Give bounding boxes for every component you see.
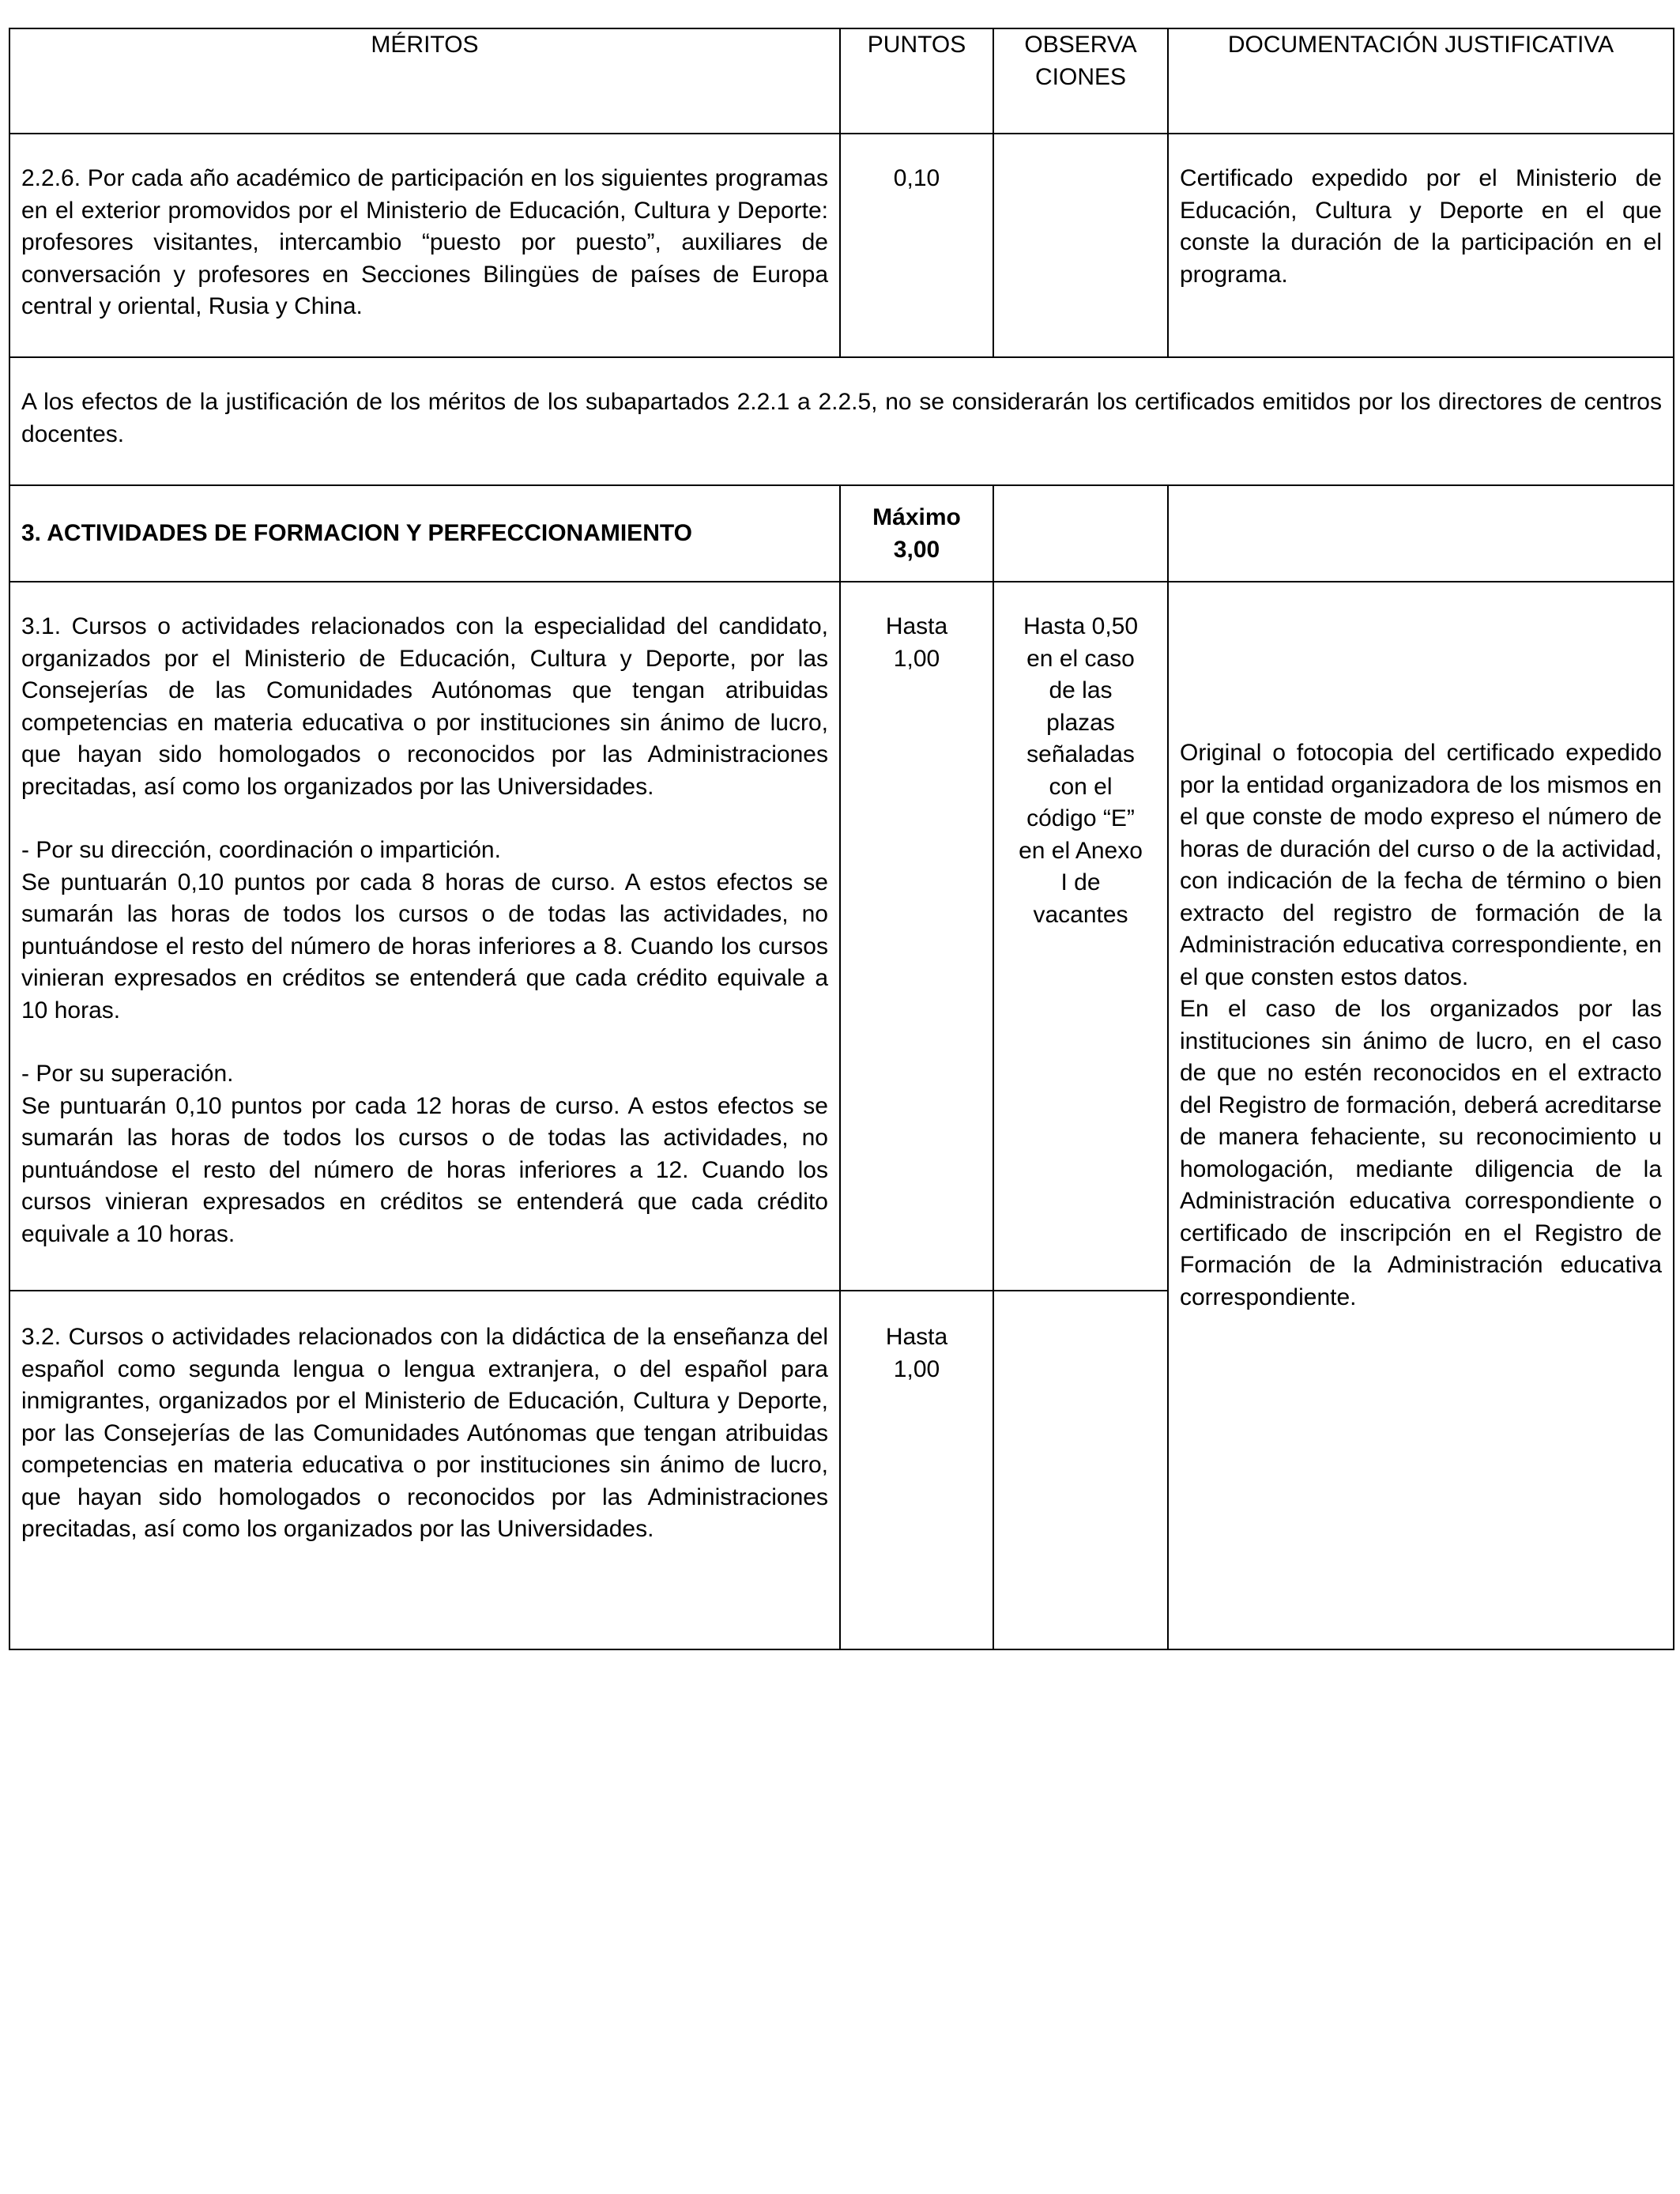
header-documentacion: DOCUMENTACIÓN JUSTIFICATIVA <box>1168 28 1674 134</box>
documentacion-3-p2: En el caso de los organizados por las instituciones sin ánimo de lucro, en el caso de que no estén reconocidos en el extracto del Registro de formación, deberá acreditarse de manera fehaciente, su reconocimiento u homologación, mediante diligencia de la Administración educativa correspondiente o certificado de inscripción en el Registro de Formación de la Administración educativa correspondiente. <box>1180 996 1662 1310</box>
section-3-puntos: Máximo 3,00 <box>840 485 993 582</box>
merit-3-1-intro: 3.1. Cursos o actividades relacionados con la especialidad del candidato, organizados por el Ministerio de Educación, Cultura y Deporte, por las Consejerías de las Comunidades Autónomas que tengan atribuidas competencias en materia educativa o por instituciones sin ánimo de lucro, que hayan sido homologados o reconocidos por las Administraciones precitadas, así como los organizados por las Universidades. <box>21 613 828 800</box>
merit-3-1-direccion-title: - Por su dirección, coordinación o impartición. <box>21 837 501 863</box>
section-3-title: 3. ACTIVIDADES DE FORMACION Y PERFECCIONAMIENTO <box>9 485 840 582</box>
observaciones-3-2 <box>993 1291 1168 1649</box>
header-row <box>9 28 1674 134</box>
merit-3-1 <box>9 582 840 1291</box>
observaciones-3-1: Hasta 0,50 en el caso de las plazas señaladas con el código “E” en el Anexo I de vacantes <box>993 582 1168 1291</box>
note-text: A los efectos de la justificación de los méritos de los subapartados 2.2.1 a 2.2.5, no se considerarán los certificados emitidos por los directores de centros docentes. <box>9 357 1674 485</box>
puntos-3-2: Hasta 1,00 <box>840 1291 993 1649</box>
section-3-documentacion <box>1168 485 1674 582</box>
documentacion-3-p1: Original o fotocopia del certificado expedido por la entidad organizadora de los mismos en el que conste de modo expreso el número de horas de duración del curso o de la actividad, con indicación de la fecha de término o bien extracto del registro de formación de la Administración educativa correspondiente, en el que consten estos datos. <box>1180 740 1662 990</box>
merit-2-2-6: 2.2.6. Por cada año académico de participación en los siguientes programas en el exterior promovidos por el Ministerio de Educación, Cultura y Deporte: profesores visitantes, intercambio “puesto por puesto”, auxiliares de conversación y profesores en Secciones Bilingües de países de Europa central y oriental, Rusia y China. <box>9 134 840 357</box>
puntos-2-2-6: 0,10 <box>840 134 993 357</box>
header-puntos: PUNTOS <box>840 28 993 134</box>
documentacion-3 <box>1168 582 1674 1649</box>
section-3-row <box>9 485 1674 582</box>
observaciones-2-2-6 <box>993 134 1168 357</box>
merits-table <box>9 28 1674 1650</box>
header-observaciones: OBSERVA CIONES <box>993 28 1168 134</box>
header-meritos: MÉRITOS <box>9 28 840 134</box>
note-row <box>9 357 1674 485</box>
table-row <box>9 134 1674 357</box>
merit-3-1-superacion-title: - Por su superación. <box>21 1061 234 1087</box>
merit-3-2: 3.2. Cursos o actividades relacionados con la didáctica de la enseñanza del español como segunda lengua o lengua extranjera, o del español para inmigrantes, organizados por el Ministerio de Educación, Cultura y Deporte, por las Consejerías de las Comunidades Autónomas que tengan atribuidas competencias en materia educativa o por instituciones sin ánimo de lucro, que hayan sido homologados o reconocidos por las Administraciones precitadas, así como los organizados por las Universidades. <box>9 1291 840 1649</box>
merit-3-1-superacion-text: Se puntuarán 0,10 puntos por cada 12 horas de curso. A estos efectos se sumarán las horas de todos los cursos o de todas las actividades, no puntuándose el resto del número de horas inferiores a 12. Cuando los cursos vinieran expresados en créditos se entenderá que cada crédito equivale a 10 horas. <box>21 1092 828 1247</box>
section-3-observaciones <box>993 485 1168 582</box>
documentacion-2-2-6: Certificado expedido por el Ministerio de Educación, Cultura y Deporte en el que conste la duración de la participación en el programa. <box>1168 134 1674 357</box>
merit-3-1-direccion-text: Se puntuarán 0,10 puntos por cada 8 horas de curso. A estos efectos se sumarán las horas de todos los cursos o de todas las actividades, no puntuándose el resto del número de horas inferiores a 8. Cuando los cursos vinieran expresados en créditos se entenderá que cada crédito equivale a 10 horas. <box>21 869 828 1023</box>
puntos-3-1: Hasta 1,00 <box>840 582 993 1291</box>
table-row <box>9 582 1674 1291</box>
